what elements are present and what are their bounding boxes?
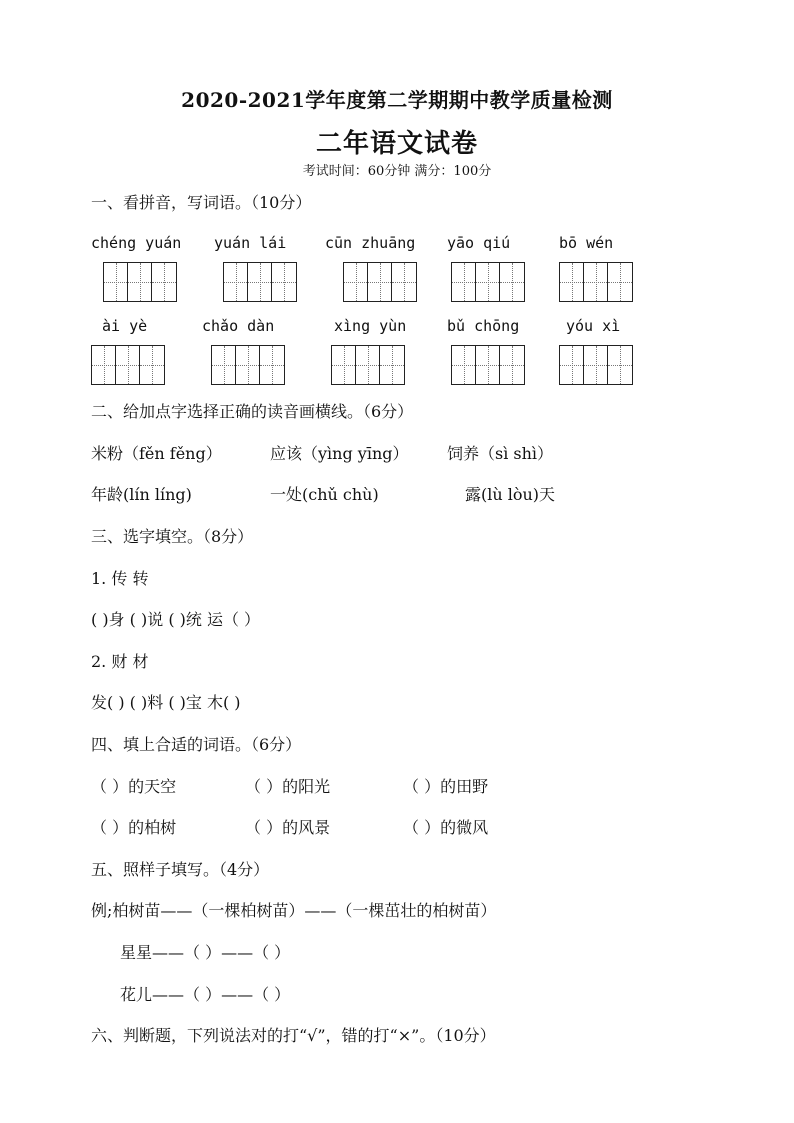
section-6-heading: 六、判断题，下列说法对的打“√”，错的打“×”。（10分） <box>91 1026 496 1045</box>
fill-item: （ ）的天空 <box>91 777 177 796</box>
reading-item: 米粉（fěn fěng） <box>91 444 222 463</box>
pinyin-10: yóu xì <box>566 317 621 335</box>
fill-item: （ ）的田野 <box>403 777 489 796</box>
choice-blanks-1: ( )身 ( )说 ( )统 运（ ） <box>91 610 261 629</box>
reading-item: 饲养（sì shì） <box>447 444 554 463</box>
pinyin-1: chéng yuán <box>91 234 182 252</box>
fill-item: （ ）的阳光 <box>245 777 331 796</box>
writing-grid[interactable] <box>559 262 633 302</box>
writing-grid[interactable] <box>343 262 417 302</box>
section-2-heading: 二、给加点字选择正确的读音画横线。（6分） <box>91 402 414 421</box>
exam-meta: 考试时间：60分钟 满分：100分 <box>302 164 492 179</box>
writing-grid[interactable] <box>103 262 177 302</box>
pattern-line-1: 星星——（ ）——（ ） <box>120 943 291 962</box>
reading-item: 露(lù lòu)天 <box>465 485 556 504</box>
pinyin-3: cūn zhuāng <box>325 234 416 252</box>
writing-grid[interactable] <box>211 345 285 385</box>
reading-item: 应该（yìng yīng） <box>270 444 409 463</box>
section-4-heading: 四、填上合适的词语。（6分） <box>91 735 302 754</box>
pinyin-6: ài yè <box>102 317 148 335</box>
pattern-line-2: 花儿——（ ）——（ ） <box>120 985 291 1004</box>
fill-item: （ ）的微风 <box>403 818 489 837</box>
pinyin-2: yuán lái <box>214 234 287 252</box>
exam-title: 2020-2021学年度第二学期期中教学质量检测 <box>181 88 613 112</box>
writing-grid[interactable] <box>223 262 297 302</box>
fill-item: （ ）的风景 <box>245 818 331 837</box>
pinyin-8: xìng yùn <box>334 317 407 335</box>
choice-chars-1: 1. 传 转 <box>91 569 149 588</box>
choice-chars-2: 2. 财 材 <box>91 652 149 671</box>
section-1-heading: 一、看拼音，写词语。（10分） <box>91 193 312 212</box>
pinyin-7: chǎo dàn <box>202 317 275 335</box>
section-3-heading: 三、选字填空。（8分） <box>91 527 254 546</box>
writing-grid[interactable] <box>91 345 165 385</box>
reading-item: 一处(chǔ chù) <box>270 485 379 504</box>
writing-grid[interactable] <box>451 262 525 302</box>
pattern-example: 例;柏树苗——（一棵柏树苗）——（一棵茁壮的柏树苗） <box>91 901 497 920</box>
pinyin-9: bǔ chōng <box>447 317 520 335</box>
section-5-heading: 五、照样子填写。（4分） <box>91 860 270 879</box>
writing-grid[interactable] <box>331 345 405 385</box>
pinyin-5: bō wén <box>559 234 614 252</box>
pinyin-4: yāo qiú <box>447 234 511 252</box>
reading-item: 年龄(lín líng) <box>91 485 192 504</box>
writing-grid[interactable] <box>451 345 525 385</box>
choice-blanks-2: 发( ) ( )料 ( )宝 木( ) <box>91 693 241 712</box>
exam-subtitle: 二年语文试卷 <box>315 129 478 159</box>
fill-item: （ ）的柏树 <box>91 818 177 837</box>
writing-grid[interactable] <box>559 345 633 385</box>
